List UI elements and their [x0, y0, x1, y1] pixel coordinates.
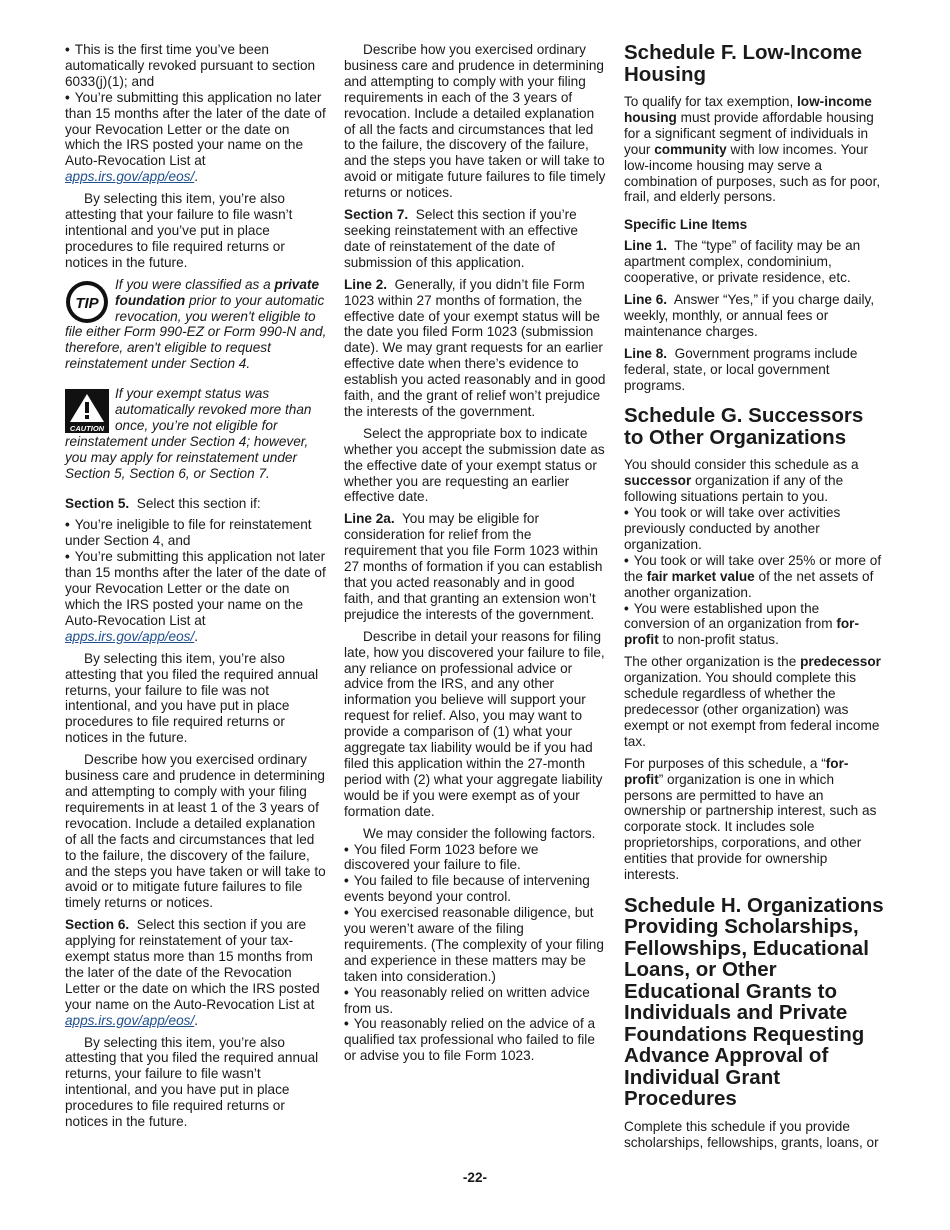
line-1: Line 1. The “type” of facility may be an apartment complex, condominium, cooperative, or private residence, etc.: [624, 238, 861, 286]
tip-icon: [65, 280, 109, 324]
caution-note: CAUTION If your exempt status was automatically revoked more than once, you’re not eligible for reinstatement under Section 4; however, you may apply for reinstatement under Section 5, Section 6, or Section 7.: [65, 386, 312, 481]
page-number: -22-: [462, 1170, 488, 1185]
schedule-h-title: Schedule H. Organizations Providing Scholarships, Fellowships, Educational Loans, or Other Educational Grants to Individuals and Private Foundations Requesting Advance Approval of Individual Grant Procedures: [624, 893, 884, 1111]
bullet-item: • You’re submitting this application no later than 15 months after the later of the date of your Revocation Letter or the date on which the IRS posted your name on the Auto-Revocation List at apps.irs.gov/app/eos/.: [65, 90, 327, 185]
paragraph: To qualify for tax exemption, low-income housing must provide affordable housing for a significant segment of individuals in your community with low incomes. Your low-income housing may serve a combination of purposes, such as for poor, frail, and elderly persons.: [624, 94, 881, 205]
column-3: [624, 42, 886, 1157]
svg-text:TIP: TIP: [75, 294, 99, 312]
paragraph: Describe how you exercised ordinary business care and prudence in determining and attempting to comply with your filing requirements in each of the 3 years of revocation. Include a detailed explanation of all the facts and circumstances that led to the failure, the discovery of the failure, and the steps you have taken or will take to avoid or mitigate future failures to file timely returns or notices.: [344, 42, 606, 201]
bullet-item: • This is the first time you’ve been automatically revoked pursuant to section 6033(j)(1); and: [65, 42, 327, 90]
caution-icon: [65, 389, 109, 433]
section-7: Section 7. Select this section if you’re seeking reinstatement with an effective date of reinstatement of the date of submission of this application.: [344, 207, 578, 270]
paragraph: Select the appropriate box to indicate whether you accept the submission date as the effective date of your exempt status or whether you are requesting an earlier effective date.: [344, 425, 605, 505]
line-2a: Line 2a. You may be eligible for consideration for relief from the requirement that you file Form 1023 within 27 months of formation if you can establish that you acted reasonably and in good faith, and that granting an extension won’t prejudice the interests of the government.: [344, 511, 603, 622]
paragraph: Describe in detail your reasons for filing late, how you discovered your failure to file, any reliance on professional advice or advice from the IRS, and any other information you believe will support your request for relief. Also, you may want to provide a comparison of (1) what your aggregate tax liability would be if you had filed this application within the 27-month period with (2) what your aggregate liability would be if you were exempt as of your formation date.: [344, 628, 605, 819]
paragraph: You should consider this schedule as a successor organization if any of the following situations pertain to you.: [624, 457, 859, 505]
paragraph: The other organization is the predecessor organization. You should complete this schedule regardless of whether the predecessor (other organization) was exempt or not exempt from federal income tax.: [624, 654, 881, 749]
line-2: Line 2. Generally, if you didn’t file Form 1023 within 27 months of formation, the effective date of your exempt status will be the date you filed Form 1023 (submission date). We may grant requests for an earlier effective date when there’s evidence to establish you acted reasonably and in good faith, and the grant of relief won’t prejudice the interests of the government.: [344, 276, 606, 419]
eos-link[interactable]: apps.irs.gov/app/eos/: [65, 169, 195, 185]
bullet-item: • You took or will take over 25% or more of the fair market value of the net assets of another organization.: [624, 553, 886, 601]
line-6: Line 6. Answer “Yes,” if you charge daily, weekly, monthly, or annual fees or maintenance charges.: [624, 291, 875, 339]
factor-item: • You failed to file because of intervening events beyond your control.: [344, 873, 606, 905]
line-8: Line 8. Government programs include federal, state, or local government programs.: [624, 345, 858, 393]
factor-item: • You reasonably relied on the advice of a qualified tax professional who failed to file or advise you to file Form 1023.: [344, 1016, 606, 1064]
schedule-f-title: Schedule F. Low-Income Housing: [624, 41, 863, 86]
factor-item: • You reasonably relied on written advice from us.: [344, 985, 606, 1017]
tip-note: TIP If you were classified as a private foundation prior to your automatic revocation, you weren't eligible to file either Form 990-EZ or Form 990-N and, therefore, aren't eligible to request reinstatement under Section 4.: [65, 276, 327, 372]
paragraph: By selecting this item, you’re also attesting that you filed the required annual returns, your failure to file wasn’t intentional, and you have put in place procedures to file required returns or notices in the future.: [65, 1034, 319, 1130]
svg-text:CAUTION: CAUTION: [69, 424, 105, 434]
paragraph: We may consider the following factors.: [363, 825, 596, 841]
paragraph: Describe how you exercised ordinary business care and prudence in determining and attempting to comply with your filing requirements in at least 1 of the 3 years of revocation. Include a detailed explanation of all the facts and circumstances that led to the failure, the discovery of the failure, and the steps you have taken or will take to avoid or to mitigate future failures to file timely returns or notices.: [65, 752, 326, 911]
specific-line-items-heading: Specific Line Items: [624, 217, 748, 233]
bullet-item: • You’re ineligible to file for reinstatement under Section 4, and: [65, 517, 327, 549]
paragraph: Complete this schedule if you provide scholarships, fellowships, grants, loans, or: [624, 1118, 879, 1150]
bullet-item: • You’re submitting this application not later than 15 months after the later of the date of your Revocation Letter or the date on which the IRS posted your name on the Auto-Revocation List at apps.irs.gov/app/eos/.: [65, 549, 327, 644]
paragraph: For purposes of this schedule, a “for-profit” organization is one in which persons are permitted to have an ownership or partnership interest, such as corporate stock. It includes sole proprietorships, corporations, and other entities that provide for ownership interests.: [624, 755, 877, 883]
bullet-item: • You were established upon the conversion of an organization from for-profit to non-profit status.: [624, 601, 886, 649]
column-1: [65, 42, 327, 1136]
eos-link[interactable]: apps.irs.gov/app/eos/: [65, 628, 195, 644]
eos-link[interactable]: apps.irs.gov/app/eos/: [65, 1012, 195, 1028]
paragraph: By selecting this item, you’re also attesting that you filed the required annual returns, your failure to file was not intentional, and you have put in place procedures to file required returns or notices in the future.: [65, 650, 319, 746]
section-5: Section 5. Select this section if:: [65, 495, 261, 511]
paragraph: By selecting this item, you’re also attesting that your failure to file wasn’t intentional and you’ve put in place procedures to file required returns or notices in the future.: [65, 191, 293, 270]
column-2: [344, 42, 606, 1064]
schedule-g-title: Schedule G. Successors to Other Organizations: [624, 404, 864, 449]
section-6: Section 6. Select this section if you are applying for reinstatement of your tax-exempt status more than 15 months from the later of the date of the Revocation Letter or the date on which the IRS posted your name on the Auto-Revocation List at apps.irs.gov/app/eos/.: [65, 917, 320, 1028]
factor-item: • You filed Form 1023 before we discovered your failure to file.: [344, 842, 606, 874]
factor-item: • You exercised reasonable diligence, but you weren’t aware of the filing requirements. (The complexity of your filing and experience in these matters may be taken into consideration.): [344, 905, 606, 985]
bullet-item: • You took or will take over activities previously conducted by another organization.: [624, 505, 886, 553]
